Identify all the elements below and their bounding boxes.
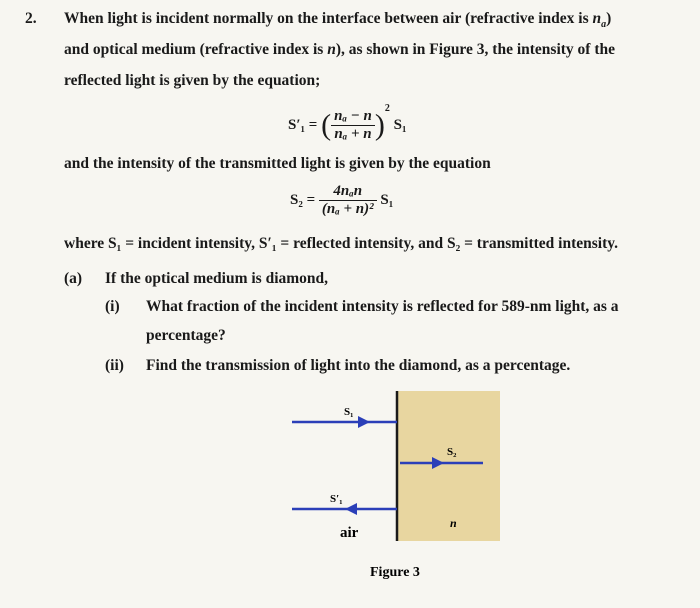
part-a-text: If the optical medium is diamond, [105, 270, 329, 287]
label-air: air [340, 525, 359, 541]
intro-line-2 [64, 41, 615, 59]
na-subscript: a [601, 19, 607, 31]
label-s2: S₂ [447, 446, 457, 458]
label-n: n [450, 516, 457, 530]
where-line: where S₁ = incident intensity, S′₁ = reflected intensity, and S₂ = transmitted intensity. [64, 235, 619, 252]
part-i-text-1: What fraction of the incident intensity is reflected for 589-nm light, as a [146, 298, 619, 315]
intro-text-1-end: ) [606, 10, 612, 27]
problem-number: 2. [25, 10, 37, 27]
intro-line-3: reflected light is given by the equation; [64, 72, 321, 89]
label-s1: S₁ [344, 406, 354, 418]
figure-caption: Figure 3 [370, 565, 420, 580]
transmitted-denominator: (nₐ + n)² [319, 200, 377, 218]
transmitted-line: and the intensity of the transmitted light is given by the equation [64, 155, 491, 172]
transmitted-fraction [319, 183, 377, 218]
reflected-rhs: S₁ [393, 117, 407, 134]
reflected-denominator: nₐ + n [331, 125, 375, 143]
part-a-label: (a) [64, 270, 83, 287]
reflected-arrow [292, 503, 397, 515]
intro-text-1: When light is incident normally on the interface between air (refractive index is [64, 10, 593, 27]
part-i-text-2: percentage? [146, 327, 226, 344]
optical-medium [397, 391, 500, 541]
n-symbol: n [327, 41, 336, 58]
intro-text-2b: ), as shown in Figure 3, the intensity of the [335, 41, 615, 58]
reflected-lhs: S′₁ = [288, 117, 318, 134]
transmitted-equation [290, 183, 393, 218]
transmitted-lhs: S₂ = [290, 192, 316, 208]
reflected-numerator: nₐ − n [334, 108, 372, 125]
transmitted-rhs: S₁ [380, 192, 394, 208]
intro-line-1 [64, 10, 611, 30]
part-ii-text: Find the transmission of light into the diamond, as a percentage. [146, 357, 571, 374]
transmitted-numerator: 4nₐn [333, 183, 363, 199]
reflected-fraction [331, 108, 375, 143]
label-s1-prime: S′₁ [330, 493, 343, 505]
part-ii-label: (ii) [105, 357, 124, 374]
reflected-exponent: 2 [384, 103, 390, 114]
figure-3 [280, 385, 520, 585]
reflected-equation: S′₁ = ( $\frac{\text{nₐ − n}}{\text{nₐ + n}}$ )$^2$ S₁ [288, 103, 407, 143]
intro-text-2a: and optical medium (refractive index is [64, 41, 328, 58]
na-symbol: n [592, 10, 602, 27]
part-i-label: (i) [105, 298, 120, 315]
